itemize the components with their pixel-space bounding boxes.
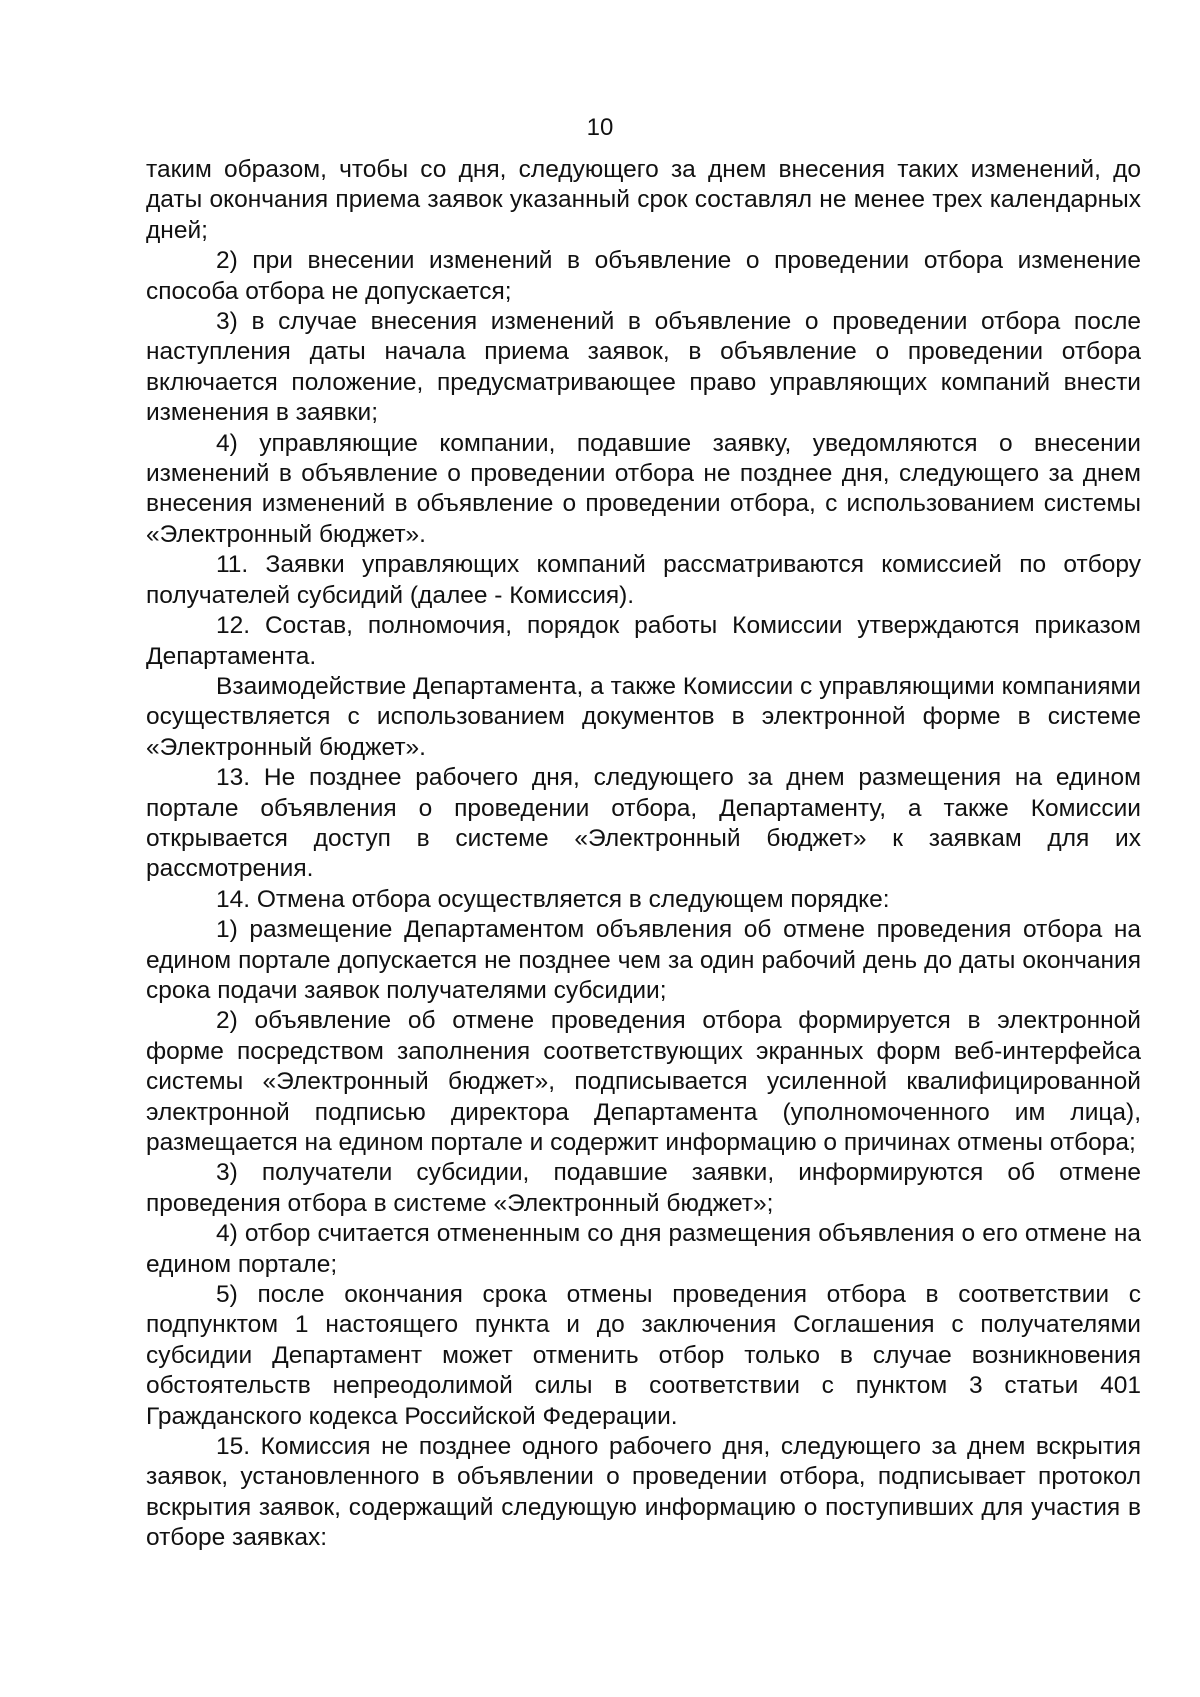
paragraph-interaction: Взаимодействие Департамента, а также Комиссии с управляющими компаниями осуществляется с использованием документов в электронной форме в системе «Электронный бюджет». (146, 672, 1141, 761)
paragraph-clause-13: 13. Не позднее рабочего дня, следующего за днем размещения на едином портале объявления о проведении отбора, Департаменту, а также Комиссии открывается доступ в системе «Электронный бюджет» к заявкам для их рассмотрения. (146, 764, 1141, 883)
document-body (146, 155, 1141, 1554)
paragraph-item-4: 4) управляющие компании, подавшие заявку, уведомляются о внесении изменений в объявление о проведении отбора не позднее дня, следующего за днем внесения изменений в объявление о проведении отбора, с использованием системы «Электронный бюджет». (146, 429, 1141, 548)
paragraph-clause-11: 11. Заявки управляющих компаний рассматриваются комиссией по отбору получателей субсидий (далее - Комиссия). (146, 551, 1141, 609)
paragraph-item-3: 3) в случае внесения изменений в объявление о проведении отбора после наступления даты начала приема заявок, в объявление о проведении отбора включается положение, предусматривающее право управляющих компаний внести изменения в заявки; (146, 308, 1141, 427)
paragraph-clause-14: 14. Отмена отбора осуществляется в следующем порядке: (216, 885, 890, 913)
paragraph-clause-12: 12. Состав, полномочия, порядок работы Комиссии утверждаются приказом Департамента. (146, 612, 1141, 670)
paragraph-clause-15: 15. Комиссия не позднее одного рабочего дня, следующего за днем вскрытия заявок, установленного в объявлении о проведении отбора, подписывает протокол вскрытия заявок, содержащий следующую информацию о поступивших для участия в отборе заявках: (146, 1433, 1141, 1552)
paragraph-clause-14-item-4: 4) отбор считается отмененным со дня размещения объявления о его отмене на едином портале; (146, 1220, 1141, 1278)
paragraph-clause-14-item-5: 5) после окончания срока отмены проведения отбора в соответствии с подпунктом 1 настоящего пункта и до заключения Соглашения с получателями субсидии Департамент может отменить отбор только в случае возникновения обстоятельств непреодолимой силы в соответствии с пунктом 3 статьи 401 Гражданского кодекса Российской Федерации. (146, 1281, 1141, 1430)
paragraph-continuation: таким образом, чтобы со дня, следующего за днем внесения таких изменений, до даты окончания приема заявок указанный срок составлял не менее трех календарных дней; (146, 156, 1141, 244)
paragraph-clause-14-item-1: 1) размещение Департаментом объявления об отмене проведения отбора на едином портале допускается не позднее чем за один рабочий день до даты окончания срока подачи заявок получателями субсидии; (146, 916, 1141, 1004)
paragraph-item-2: 2) при внесении изменений в объявление о проведении отбора изменение способа отбора не допускается; (146, 247, 1141, 305)
page-number: 10 (586, 114, 614, 141)
paragraph-clause-14-item-2: 2) объявление об отмене проведения отбора формируется в электронной форме посредством заполнения соответствующих экранных форм веб-интерфейса системы «Электронный бюджет», подписывается усиленной квалифицированной электронной подписью директора Департамента (уполномоченного им лица), размещается на едином портале и содержит информацию о причинах отмены отбора; (146, 1007, 1141, 1156)
paragraph-clause-14-item-3: 3) получатели субсидии, подавшие заявки, информируются об отмене проведения отбора в системе «Электронный бюджет»; (146, 1159, 1141, 1217)
